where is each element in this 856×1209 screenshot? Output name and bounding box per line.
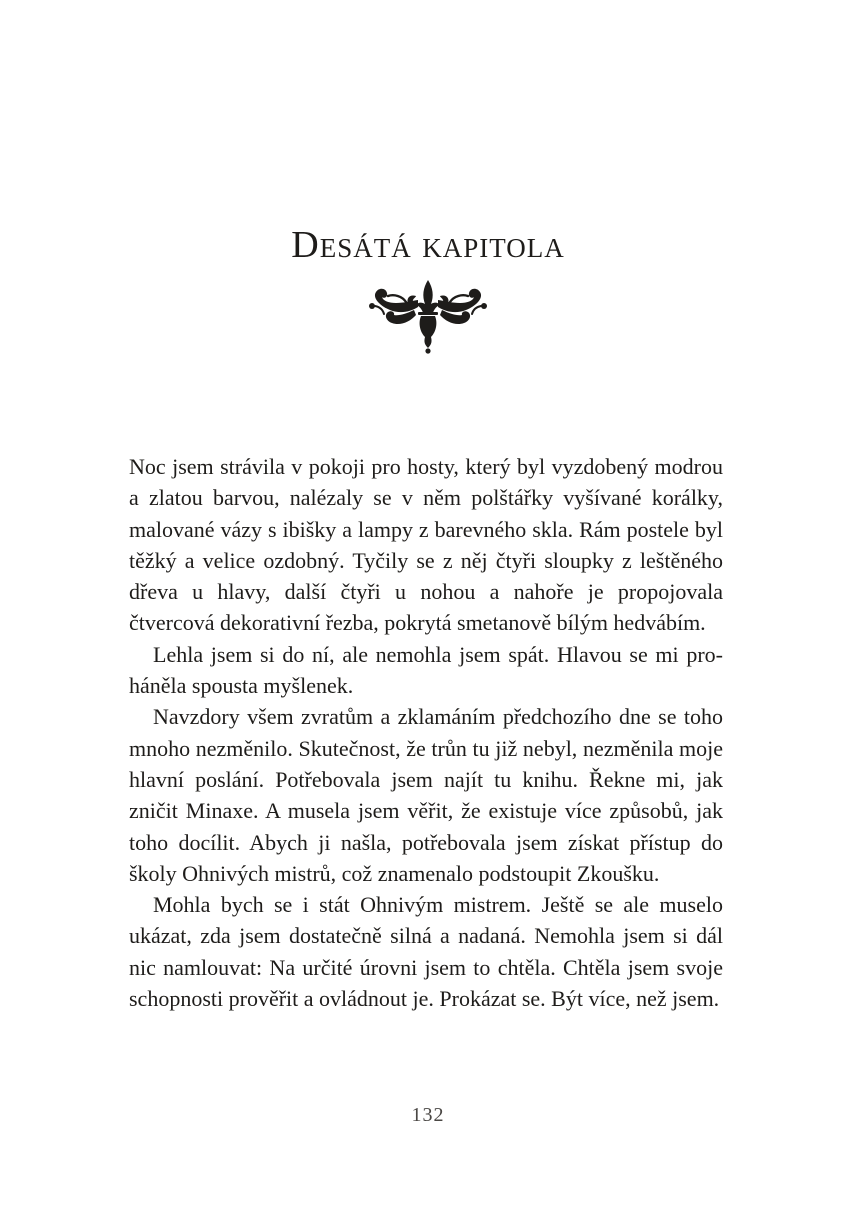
paragraph-1: Noc jsem strávila v pokoji pro hosty, který byl vyzdobený modrou a zlatou barvou, nalézaly se v něm polštářky vyšívané korálky, malované vázy s ibišky a lampy z barevného skla. Rám postele byl těžký a velice ozdobný. Tyčily se z něj čtyři sloupky z leštěného dřeva u hlavy, další čtyři u nohou a nahoře je propojovala čtvercová dekorativní řezba, pokrytá smetanově bílým hedvábím. xyxy=(129,454,723,636)
paragraph-2: Lehla jsem si do ní, ale nemohla jsem spát. Hlavou se mi proháněla spousta myšlenek. xyxy=(129,641,723,699)
fleuron-ornament-icon xyxy=(366,276,490,354)
chapter-title: Desátá kapitola xyxy=(291,224,565,266)
paragraph-4: Mohla bych se i stát Ohnivým mistrem. Ještě se ale muselo ukázat, zda jsem dostatečně silná a nadaná. Nemohla jsem si dál nic namlouvat: Na určité úrovni jsem to chtěla. Chtěla jsem svoje schopnosti prověřit a ovládnout je. Prokázat se. Být více, než jsem. xyxy=(129,892,723,1012)
chapter-body-text xyxy=(129,451,723,1014)
page-number: 132 xyxy=(411,1104,445,1126)
paragraph-3: Navzdory všem zvratům a zklamáním předchozího dne se toho mnoho nezměnilo. Skutečnost, že trůn tu již nebyl, nezměnila moje hlavní poslání. Potřebovala jsem najít tu knihu. Řekne mi, jak zničit Minaxe. A musela jsem věřit, že existuje více způsobů, jak toho docílit. Abych ji našla, potřebovala jsem získat přístup do školy Ohnivých mistrů, což znamenalo podstoupit Zkoušku. xyxy=(129,704,723,886)
